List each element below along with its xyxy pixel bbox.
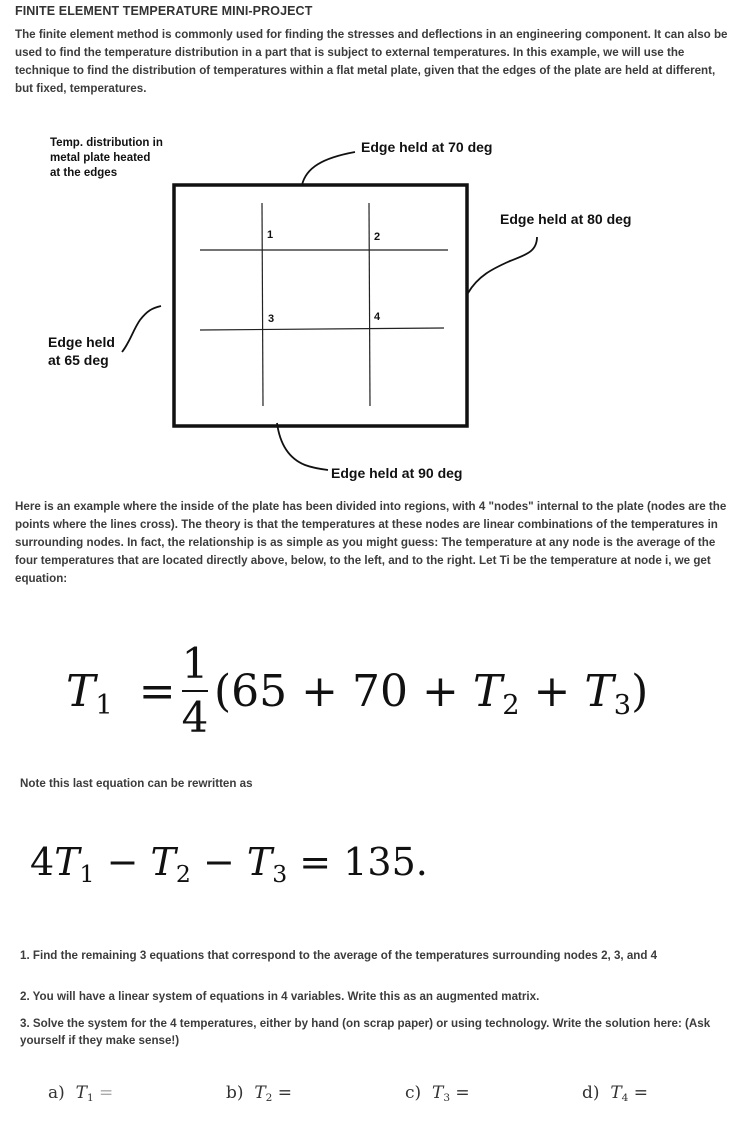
- eq1-sub: 1: [95, 689, 113, 721]
- grid-line-v1: [262, 203, 263, 406]
- eq1-frac-denominator: 4: [181, 693, 209, 742]
- eq1-sub: 3: [613, 689, 632, 721]
- answer-label: b): [226, 1083, 244, 1103]
- edge-label-left-line: Edge held: [48, 334, 115, 350]
- edge-label-top: Edge held at 70 deg: [361, 139, 493, 155]
- eq2-minus: −: [190, 840, 247, 884]
- top-edge-leader: [302, 152, 355, 185]
- eq2-var-t1: T: [54, 840, 80, 884]
- equation-1: [66, 639, 649, 750]
- eq1-sub: 2: [502, 689, 520, 721]
- grid-line-h2: [200, 328, 444, 330]
- page-title: FINITE ELEMENT TEMPERATURE MINI-PROJECT: [15, 4, 313, 18]
- answer-var: T: [610, 1083, 622, 1103]
- answer-sub: 2: [265, 1091, 273, 1104]
- equation-1-rhs: [214, 666, 649, 721]
- answer-label: a): [48, 1083, 65, 1103]
- eq2-var-t3: T: [246, 840, 273, 884]
- equation-1-fraction: [178, 640, 212, 742]
- diagram-caption-line: metal plate heated: [50, 152, 151, 164]
- eq1-var-t3: T: [584, 666, 614, 717]
- question-1: 1. Find the remaining 3 equations that correspond to the average of the temperatures surrounding nodes 2, 3, and 4: [20, 949, 658, 962]
- answer-var: T: [431, 1083, 444, 1103]
- answer-label: c): [405, 1083, 422, 1103]
- answer-equals: =: [277, 1083, 293, 1103]
- answer-sub: 3: [443, 1091, 451, 1104]
- edge-label-left: [48, 333, 115, 369]
- eq1-frac-numerator: 1: [181, 639, 209, 688]
- answer-equals: =: [99, 1083, 114, 1103]
- edge-label-left-line: at 65 deg: [48, 352, 109, 368]
- answer-var: T: [254, 1083, 266, 1103]
- answer-label: d): [582, 1083, 600, 1103]
- answer-d: [582, 1083, 648, 1103]
- node-label-3: 3: [268, 313, 275, 325]
- answer-a: [48, 1083, 113, 1103]
- plate-diagram: [0, 130, 749, 490]
- node-label-4: 4: [374, 311, 381, 323]
- plate-diagram-svg: [0, 130, 749, 490]
- diagram-caption-line: Temp. distribution in: [50, 137, 163, 149]
- answer-equals: =: [633, 1083, 649, 1103]
- diagram-caption: [50, 136, 163, 181]
- equation-1-lhs: [66, 666, 176, 721]
- answer-c: [405, 1083, 470, 1103]
- eq2-sub: 1: [79, 859, 95, 888]
- right-edge-leader: [468, 237, 537, 293]
- note-text: Note this last equation can be rewritten as: [20, 777, 253, 790]
- equation-2: [30, 840, 428, 888]
- grid-line-v2: [369, 203, 370, 406]
- eq1-frac-bar: [182, 690, 208, 692]
- explanation-paragraph: Here is an example where the inside of the plate has been divided into regions, with 4 "nodes" internal to the plate (nodes are the points where the lines cross). The theory is that the temperatures at these nodes are linear combinations of the temperatures in surrounding nodes. In fact, the relationship is as simple as you might guess: The temperature at any node is the average of the four temperatures that are located directly above, below, to the left, and to the right. Let Ti be the temperature at node i, we get equation:: [15, 500, 727, 585]
- left-edge-leader: [122, 306, 161, 352]
- bottom-edge-leader: [277, 423, 328, 470]
- question-3: 3. Solve the system for the 4 temperatures, either by hand (on scrap paper) or using technology. Write the solution here: (Ask yourself if they make sense!): [20, 1017, 711, 1047]
- answer-sub: 4: [621, 1091, 629, 1104]
- edge-label-bottom: Edge held at 90 deg: [331, 465, 463, 481]
- eq1-plus: +: [519, 666, 585, 717]
- eq1-open-part: (65 + 70 +: [214, 666, 473, 717]
- node-label-2: 2: [374, 231, 381, 243]
- plate-outline: [174, 185, 467, 426]
- answer-var: T: [75, 1083, 87, 1103]
- diagram-caption-line: at the edges: [50, 167, 118, 179]
- answer-b: [226, 1083, 292, 1103]
- question-2: 2. You will have a linear system of equations in 4 variables. Write this as an augmented matrix.: [20, 990, 540, 1003]
- answer-equals: =: [455, 1083, 470, 1103]
- eq2-sub: 3: [272, 859, 288, 888]
- eq2-rhs: = 135.: [287, 840, 428, 884]
- eq2-minus: −: [94, 840, 151, 884]
- intro-paragraph: The finite element method is commonly used for finding the stresses and deflections in an engineering component. It can also be used to find the temperature distribution in a part that is subject to external temperatures. In this example, we will use the technique to find the distribution of temperatures within a flat metal plate, given that the edges of the plate are held at different, but fixed, temperatures.: [15, 28, 728, 95]
- eq1-close: ): [631, 666, 649, 717]
- eq2-sub: 2: [175, 859, 191, 888]
- eq2-var-t2: T: [150, 840, 176, 884]
- eq1-var-t1: T: [66, 666, 96, 717]
- eq1-var-t2: T: [472, 666, 503, 717]
- eq1-equals: =: [138, 666, 176, 717]
- node-label-1: 1: [267, 229, 274, 241]
- eq2-coefficient: 4: [30, 840, 55, 884]
- answer-sub: 1: [86, 1091, 94, 1104]
- edge-label-right: Edge held at 80 deg: [500, 211, 632, 227]
